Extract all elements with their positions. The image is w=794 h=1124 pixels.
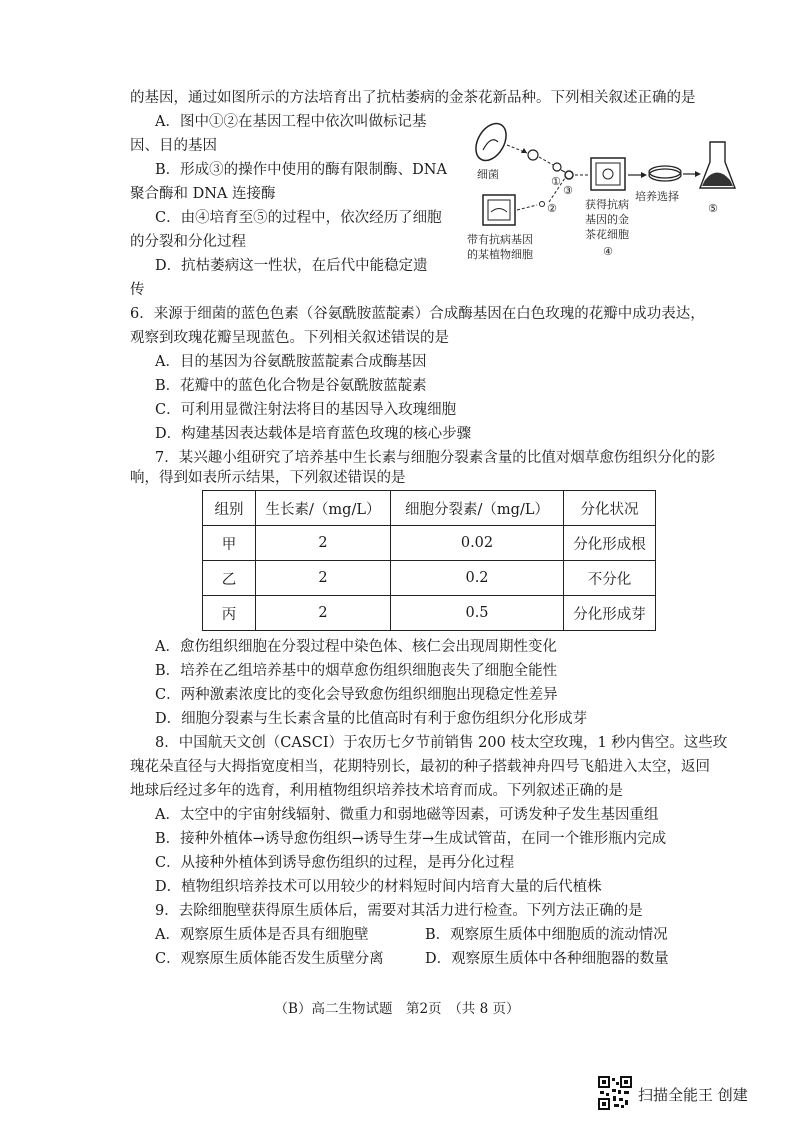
q9-option-d: D．观察原生质体中各种细胞器的数量 — [425, 951, 669, 967]
header-group: 组别 — [203, 491, 256, 526]
q8-option-c: C．从接种外植体到诱导愈伤组织的过程，是再分化过程 — [155, 855, 515, 871]
table-header-row — [203, 491, 656, 526]
q5-option-a-line2: 因、目的基因 — [130, 138, 217, 154]
q5-option-c-line2: 的分裂和分化过程 — [130, 234, 246, 250]
q6-option-b: B．花瓣中的蓝色化合物是谷氨酰胺蓝靛素 — [155, 378, 427, 394]
qr-code-icon — [598, 1076, 632, 1110]
q6-stem-line2: 观察到玫瑰花瓣呈现蓝色。下列相关叙述错误的是 — [130, 330, 449, 346]
q8-stem-line3: 地球后经过多年的选育，利用植物组织培养技术培育而成。下列叙述正确的是 — [130, 783, 623, 799]
label-n3: ③ — [563, 184, 573, 197]
bacteria-label: 细菌 — [477, 168, 499, 181]
q9-option-b: B．观察原生质体中细胞质的流动情况 — [425, 927, 668, 943]
product-label-2: 基因的金 — [585, 213, 629, 226]
table-cell: 甲 — [203, 526, 256, 561]
q5-option-b-line2: 聚合酶和 DNA 连接酶 — [130, 186, 276, 202]
plasmid-icon — [528, 150, 538, 160]
table-row — [203, 596, 656, 631]
flask-icon — [700, 142, 735, 188]
q8-stem-line2: 瑰花朵直径与大拇指宽度相当，花期特别长，最初的种子搭载神舟四号飞船进入太空，返回 — [130, 759, 710, 775]
product-label-1: 获得抗病 — [585, 198, 629, 211]
table-cell: 丙 — [203, 596, 256, 631]
q6-stem-line1: 6．来源于细菌的蓝色色素（谷氨酰胺蓝靛素）合成酶基因在白色玫瑰的花瓣中成功表达， — [130, 306, 705, 322]
table-cell: 0.02 — [391, 526, 564, 561]
q6-option-d: D．构建基因表达载体是培育蓝色玫瑰的核心步骤 — [155, 426, 472, 442]
label-n1: ① — [551, 175, 561, 188]
vector-icon — [553, 163, 561, 171]
table-cell: 2 — [256, 561, 391, 596]
hormone-ratio-table — [202, 490, 656, 631]
table-row — [203, 526, 656, 561]
q8-stem-line1: 8．中国航天文创（CASCI）于农历七夕节前销售 200 枝太空玫瑰，1 秒内售空。这些玫 — [155, 735, 728, 751]
recombinant-plasmid-icon — [565, 171, 573, 179]
table-cell: 分化形成根 — [564, 526, 656, 561]
q9-stem: 9．去除细胞壁获得原生质体后，需要对其活力进行检查。下列方法正确的是 — [155, 903, 643, 919]
table-cell: 不分化 — [564, 561, 656, 596]
plant-cell-label-2: 的某植物细胞 — [467, 248, 533, 261]
table-cell: 2 — [256, 596, 391, 631]
camellia-cell-icon — [591, 158, 625, 190]
q5-option-d-line2: 传 — [130, 282, 145, 298]
q8-option-b: B．接种外植体→诱导愈伤组织→诱导生芽→生成试管苗，在同一个锥形瓶内完成 — [155, 831, 667, 847]
plant-cell-icon — [483, 195, 515, 225]
table-row — [203, 561, 656, 596]
table-cell: 乙 — [203, 561, 256, 596]
q5-option-d-line1: D．抗枯萎病这一性状，在后代中能稳定遗 — [155, 258, 428, 274]
product-label-3: 茶花细胞 — [585, 228, 629, 241]
bacterium-icon — [470, 120, 513, 166]
q7-option-b: B．培养在乙组培养基中的烟草愈伤组织细胞丧失了细胞全能性 — [155, 663, 558, 679]
label-n4: ④ — [603, 245, 613, 258]
label-n5: ⑤ — [708, 202, 718, 215]
q9-option-a: A．观察原生质体是否具有细胞壁 — [155, 927, 369, 943]
q9-option-c: C．观察原生质体能否发生质壁分离 — [155, 951, 384, 967]
q7-stem-line1: 7．某兴趣小组研究了培养基中生长素与细胞分裂素含量的比值对烟草愈伤组织分化的影 — [155, 450, 716, 466]
culture-label: 培养选择 — [635, 190, 679, 203]
q7-option-d: D．细胞分裂素与生长素含量的比值高时有利于愈伤组织分化形成芽 — [155, 711, 588, 727]
gene-transfer-diagram — [465, 120, 740, 270]
table-cell: 0.2 — [391, 561, 564, 596]
q7-stem-line2: 响，得到如表所示结果，下列叙述错误的是 — [130, 470, 406, 486]
q7-option-a: A．愈伤组织细胞在分裂过程中染色体、核仁会出现周期性变化 — [155, 639, 557, 655]
q6-option-a: A．目的基因为谷氨酰胺蓝靛素合成酶基因 — [155, 354, 427, 370]
q5-option-c-line1: C．由④培育至⑤的过程中，依次经历了细胞 — [155, 210, 442, 226]
header-auxin: 生长素/（mg/L） — [256, 491, 391, 526]
q8-option-a: A．太空中的宇宙射线辐射、微重力和弱地磁等因素，可诱发种子发生基因重组 — [155, 807, 659, 823]
scanner-watermark — [598, 1076, 778, 1110]
q5-stem: 的基因，通过如图所示的方法培育出了抗枯萎病的金茶花新品种。下列相关叙述正确的是 — [130, 90, 696, 106]
q7-option-c: C．两种激素浓度比的变化会导致愈伤组织细胞出现稳定性差异 — [155, 687, 558, 703]
q5-option-a-line1: A．图中①②在基因工程中依次叫做标记基 — [155, 114, 427, 130]
header-differentiation: 分化状况 — [564, 491, 656, 526]
table-cell: 0.5 — [391, 596, 564, 631]
table-cell: 分化形成芽 — [564, 596, 656, 631]
page-footer: （B）高二生物试题 第2页 （共 8 页） — [274, 1001, 520, 1017]
label-n2: ② — [547, 202, 557, 215]
petri-dish-icon — [649, 166, 681, 181]
gene-fragment-icon — [540, 202, 545, 207]
q8-option-d: D．植物组织培养技术可以用较少的材料短时间内培育大量的后代植株 — [155, 879, 602, 895]
table-cell: 2 — [256, 526, 391, 561]
plant-cell-label-1: 带有抗病基因 — [467, 233, 533, 246]
q6-option-c: C．可利用显微注射法将目的基因导入玫瑰细胞 — [155, 402, 457, 418]
scanner-label: 扫描全能王 创建 — [638, 1086, 748, 1104]
header-cytokinin: 细胞分裂素/（mg/L） — [391, 491, 564, 526]
q5-option-b-line1: B．形成③的操作中使用的酶有限制酶、DNA — [155, 162, 447, 178]
